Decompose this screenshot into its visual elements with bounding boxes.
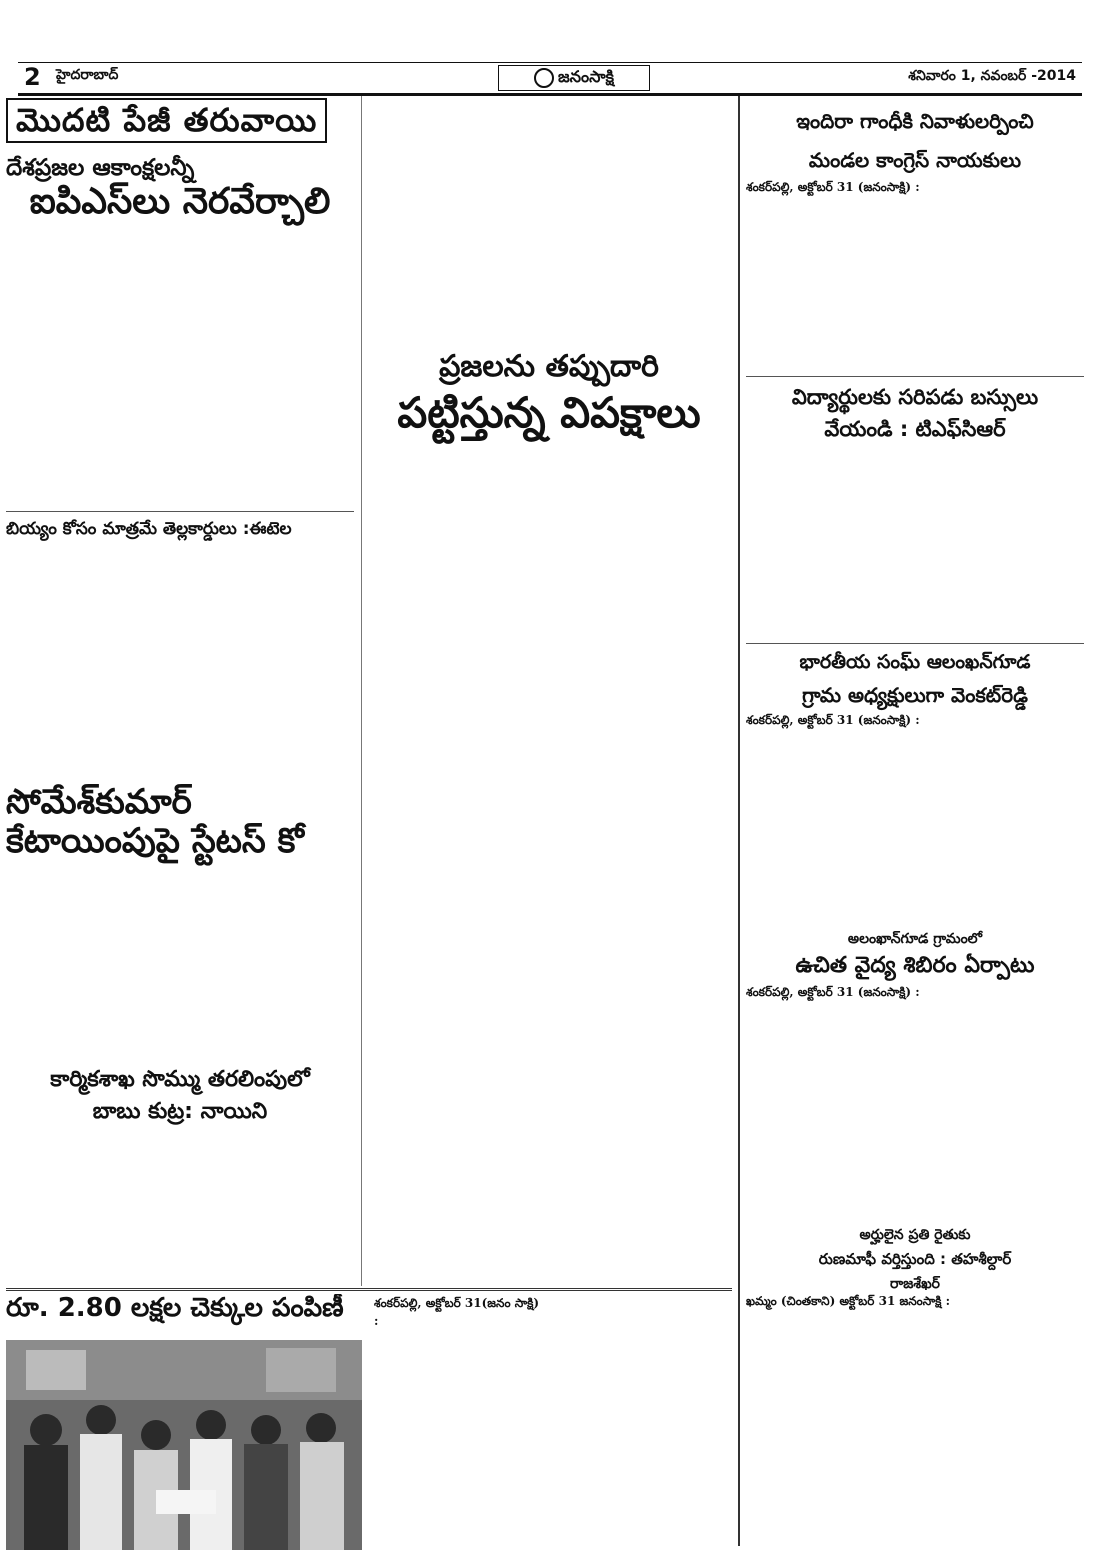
article-headline: గ్రామ అధ్యక్షులుగా వెంకట్‌రెడ్డి [802, 683, 1028, 708]
article-body [6, 541, 354, 777]
page-number: 2 [24, 63, 41, 91]
article-headline: మండల కాంగ్రెస్ నాయకులు [808, 148, 1022, 172]
column-divider [361, 96, 362, 1286]
column-divider [738, 96, 740, 1546]
article-headline: రుణమాఫీ వర్తిస్తుంది : తహశీల్దార్ [818, 1249, 1012, 1268]
page-header [18, 62, 1082, 96]
article-byline: రాజశేఖర్ [890, 1275, 940, 1292]
article-ips [6, 155, 354, 511]
dateline: శంకర్‌పల్లి, అక్టోబర్ 31 (జనంసాక్షి) : [746, 713, 920, 728]
logo-text: జనంసాక్షి [558, 66, 614, 86]
article-medical-camp [746, 931, 1084, 1220]
article-headline: రూ. 2.80 లక్షల చెక్కుల పంపిణీ [6, 1294, 344, 1323]
section-divider [6, 1288, 732, 1291]
dateline: శంకర్‌పల్లి, అక్టోబర్ 31 (జనంసాక్షి) : [746, 180, 920, 194]
article-headline: అలంఖాన్‌గూడ గ్రామంలో [847, 931, 983, 948]
article-headline: ప్రజలను తప్పుదారి [439, 349, 659, 384]
article-body [746, 731, 1084, 925]
continued-kicker: మొదటి పేజీ తరువాయి [6, 98, 327, 143]
article-bharatiya-sangh [746, 652, 1084, 925]
newspaper-logo [498, 65, 650, 91]
article-ration-cards [6, 520, 354, 778]
article-headline: బియ్యం కోసం మాత్రమే తెల్లకార్డులు :ఈటెల [6, 518, 292, 539]
article-headline: సోమేశ్‌కుమార్ [6, 782, 192, 823]
article-opposition-misleading [367, 350, 731, 437]
article-headline: వేయండి : టిఎఫ్‌సిఆర్ [824, 417, 1006, 442]
section-divider [6, 511, 354, 512]
continued-article-body [367, 100, 731, 324]
article-headline: ఇందిరా గాంధీకి నివాళులర్పించి [796, 109, 1034, 133]
issue-date: శనివారం 1, నవంబర్ -2014 [908, 68, 1076, 84]
article-labour-funds [6, 1067, 354, 1124]
article-headline: కార్మికశాఖ సొమ్ము తరలింపులో [50, 1067, 310, 1093]
article-headline: భారతీయ సంఘ్ ఆలంఖన్‌గూడ [799, 651, 1031, 674]
article-headline: బాబు కుట్ర: నాయిని [92, 1098, 268, 1124]
article-headline: దేశప్రజల ఆకాంక్షలన్నీ [6, 154, 195, 181]
dateline: శంకర్‌పల్లి, అక్టోబర్ 31 (జనంసాక్షి) : [746, 984, 920, 999]
article-headline: ఉచిత వైద్య శిబిరం ఏర్పాటు [795, 953, 1035, 979]
article-headline: ఐపిఎస్‌లు నెరవేర్చాలి [29, 181, 331, 223]
article-body [746, 443, 1084, 637]
article-body [746, 1003, 1084, 1221]
column-left [6, 98, 354, 1286]
article-body [746, 198, 1084, 370]
article-headline: పట్టిస్తున్న విపక్షాలు [397, 387, 701, 437]
article-loan-waiver [746, 1227, 1084, 1310]
photo-story-col-a [374, 1294, 546, 1332]
edition-city: హైదరాబాద్ [56, 67, 119, 83]
section-divider [746, 643, 1084, 644]
column-middle [367, 98, 731, 1276]
article-body [6, 225, 354, 511]
logo-emblem-icon [534, 68, 554, 88]
article-somesh-kumar [6, 783, 354, 1057]
cheque-distribution-photo [6, 1340, 362, 1550]
article-indira-gandhi [746, 110, 1084, 370]
article-headline: కేటాయింపుపై స్టేటస్ కో [6, 821, 304, 862]
article-headline: అర్హులైన ప్రతి రైతుకు [859, 1226, 971, 1243]
section-divider [746, 376, 1084, 377]
news-photo [6, 1340, 362, 1550]
photo-story [6, 1294, 734, 1562]
dateline: శంకర్‌పల్లి, అక్టోబర్ 31(జనం సాక్షి) : [374, 1296, 540, 1328]
article-body [6, 863, 354, 1057]
column-right [746, 98, 1084, 1548]
article-student-buses [746, 385, 1084, 637]
article-headline: విద్యార్థులకు సరిపడు బస్సులు [791, 385, 1039, 409]
dateline: ఖమ్మం (చింతకాని) అక్టోబర్ 31 జనంసాక్షి : [746, 1293, 950, 1308]
